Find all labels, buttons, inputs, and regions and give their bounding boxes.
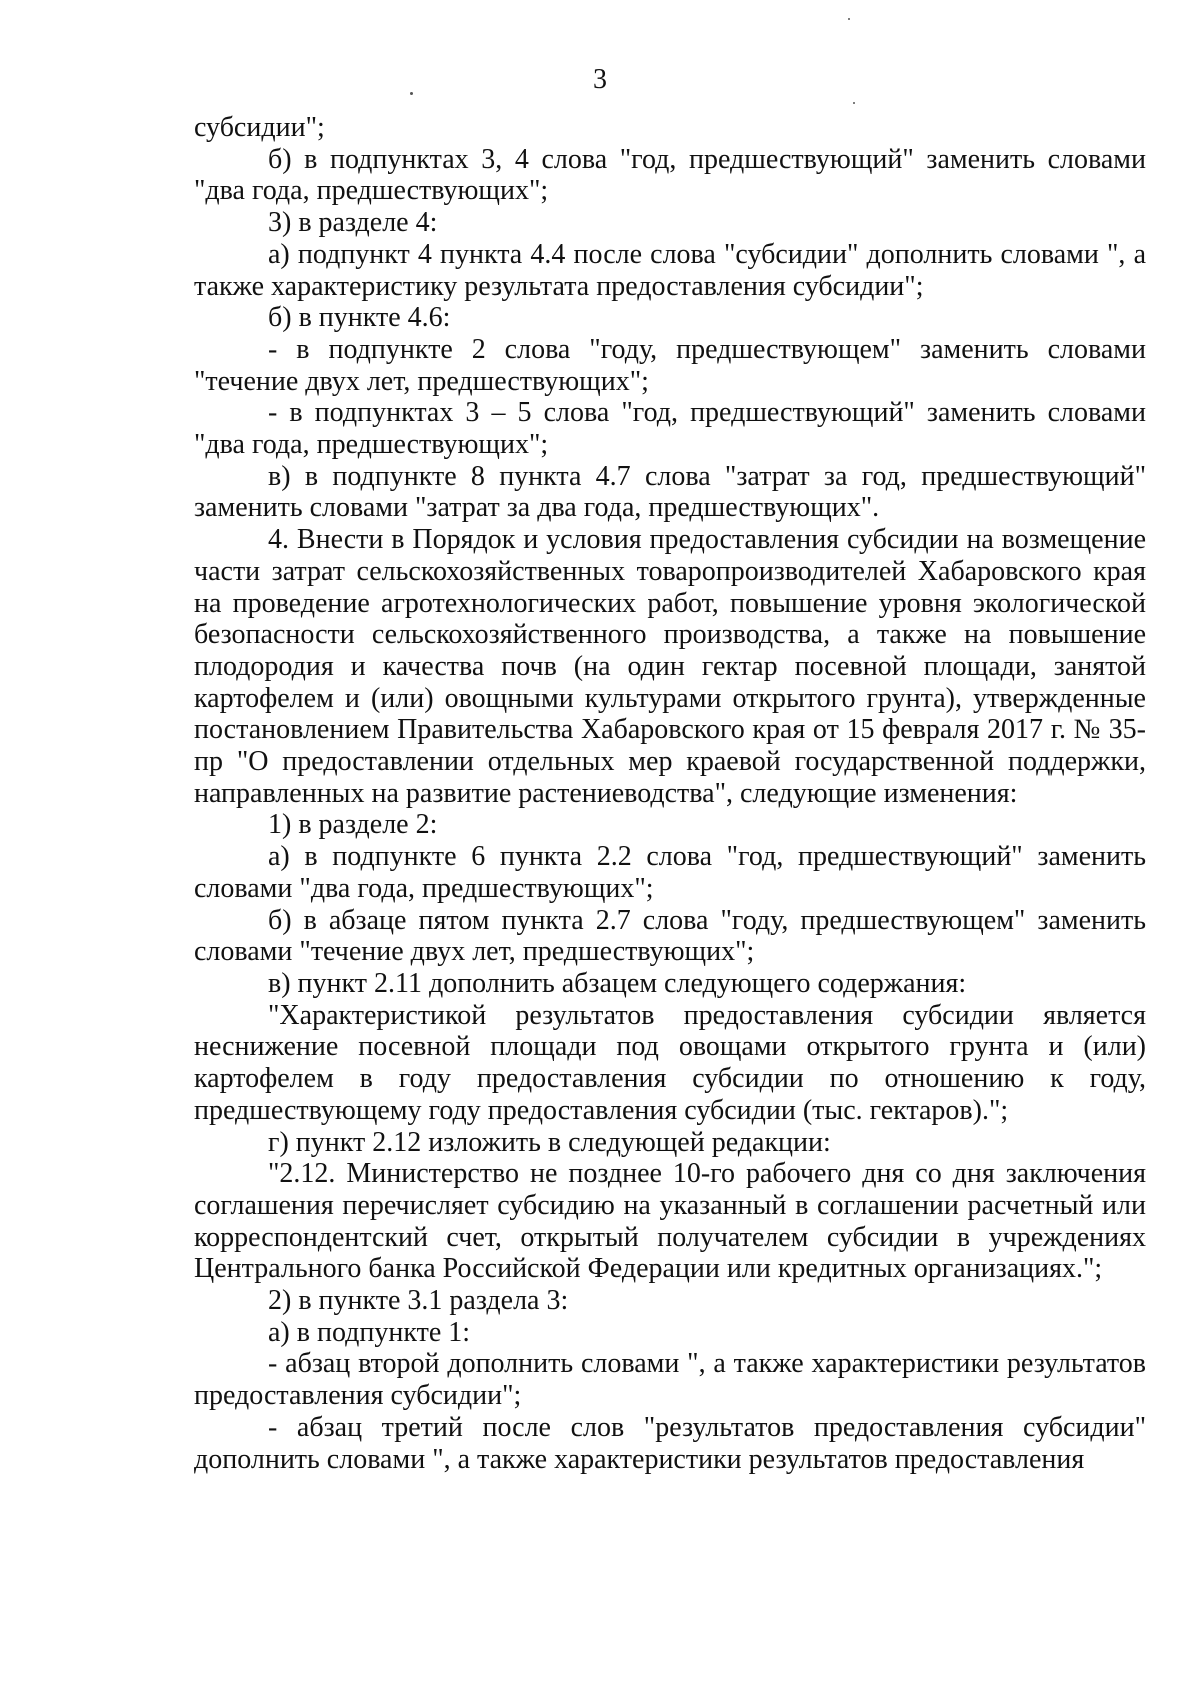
- paragraph: 1) в разделе 2:: [268, 809, 438, 841]
- document-text: [194, 112, 1146, 1475]
- paragraph: - абзац второй дополнить словами ", а также характеристики результатов предоставления субсидии";: [194, 1348, 1146, 1412]
- scan-speck: [848, 18, 850, 20]
- paragraph: - в подпункте 2 слова "году, предшествующем" заменить словами "течение двух лет, предшествующих";: [194, 333, 1146, 397]
- paragraph: а) в подпункте 6 пункта 2.2 слова "год, предшествующий" заменить словами "два года, предшествующих";: [194, 841, 1146, 904]
- paragraph: "2.12. Министерство не позднее 10-го рабочего дня со дня заключения соглашения перечисляет субсидию на указанный в соглашении расчетный или корреспондентский счет, открытый получателем субсидии в учреждениях Центрального банка Российской Федерации или кредитных организациях.";: [194, 1158, 1146, 1285]
- paragraph: 2) в пункте 3.1 раздела 3:: [268, 1285, 569, 1317]
- paragraph: 3) в разделе 4:: [268, 207, 438, 239]
- paragraph: б) в пункте 4.6:: [268, 302, 451, 334]
- paragraph: в) пункт 2.11 дополнить абзацем следующего содержания:: [268, 967, 967, 999]
- paragraph: а) в подпункте 1:: [268, 1316, 471, 1348]
- paragraph: - абзац третий после слов "результатов предоставления субсидии" дополнить словами ", а также характеристики результатов предоставления: [194, 1411, 1146, 1475]
- scan-speck: [410, 92, 413, 95]
- paragraph: 4. Внести в Порядок и условия предоставления субсидии на возмещение части затрат сельскохозяйственных товаропроизводителей Хабаровского края на проведение агротехнологических работ, повышение уровня экологической безопасности сельскохозяйственного производства, а также на повышение плодородия и качества почв (на один гектар посевной площади, занятой картофелем и (или) овощными культурами открытого грунта), утвержденные постановлением Правительства Хабаровского края от 15 февраля 2017 г. № 35-пр "О предоставлении отдельных мер краевой государственной поддержки, направленных на развитие растениеводства", следующие изменения:: [194, 524, 1146, 809]
- paragraph: "Характеристикой результатов предоставления субсидии является неснижение посевной площади под овощами открытого грунта и (или) картофелем в году предоставления субсидии по отношению к году, предшествующему году предоставления субсидии (тыс. гектаров).";: [194, 999, 1146, 1126]
- paragraph: в) в подпункте 8 пункта 4.7 слова "затрат за год, предшествующий" заменить словами "затрат за два года, предшествующих".: [194, 460, 1146, 524]
- paragraph: б) в подпунктах 3, 4 слова "год, предшествующий" заменить словами "два года, предшествующих";: [194, 143, 1146, 207]
- paragraph: - в подпунктах 3 – 5 слова "год, предшествующий" заменить словами "два года, предшествующих";: [194, 397, 1146, 461]
- paragraph: г) пункт 2.12 изложить в следующей редакции:: [268, 1126, 831, 1158]
- paragraph: б) в абзаце пятом пункта 2.7 слова "году, предшествующем" заменить словами "течение двух лет, предшествующих";: [194, 904, 1146, 968]
- scan-speck: [853, 102, 855, 104]
- paragraph: а) подпункт 4 пункта 4.4 после слова "субсидии" дополнить словами ", а также характеристику результата предоставления субсидии";: [194, 238, 1146, 302]
- paragraph: субсидии";: [194, 112, 325, 143]
- page-number: 3: [593, 64, 607, 95]
